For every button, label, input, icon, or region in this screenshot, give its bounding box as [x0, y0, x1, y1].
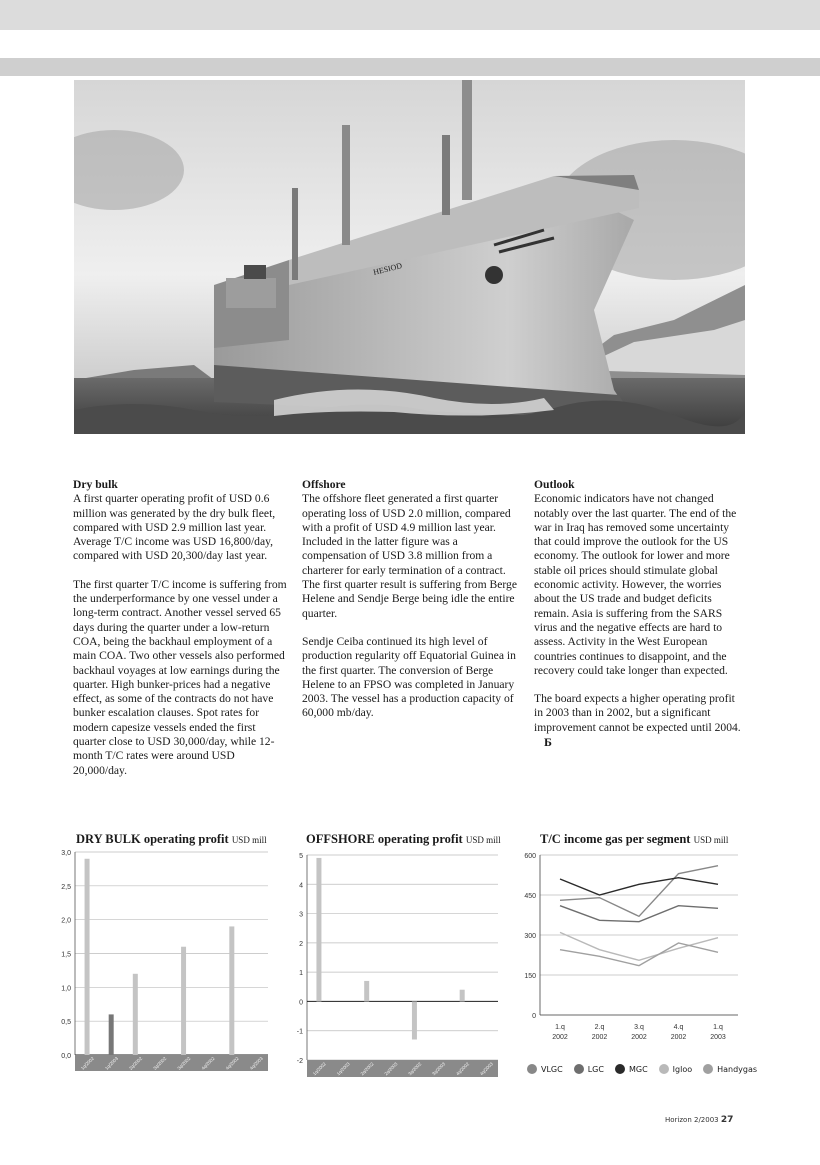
legend-label-lgc: LGC — [587, 1064, 604, 1074]
gas-chart-svg — [510, 845, 745, 1050]
offshore-chart-svg — [285, 845, 505, 1080]
series-line-vlgc — [560, 866, 718, 917]
drybulk-chart-svg — [55, 845, 275, 1075]
y-tick-label: -1 — [296, 1028, 303, 1036]
x-tick-label: 1q/2003 — [335, 1061, 351, 1077]
x-tick-label: 2q/2002 — [359, 1061, 375, 1077]
x-tick-label: 4q/2003 — [478, 1061, 494, 1077]
gas-chart-legend — [527, 1064, 757, 1074]
outlook-paragraph-2 — [534, 692, 742, 750]
y-tick-label: 2,0 — [61, 917, 71, 925]
x-tick-label: 2q/2002 — [128, 1055, 144, 1071]
x-tick-quarter: 3.q — [634, 1024, 644, 1031]
drybulk-heading: Dry bulk — [73, 478, 118, 491]
drybulk-column — [73, 478, 291, 792]
bar — [109, 1014, 114, 1055]
footer-publication: Horizon 2/2003 — [665, 1116, 719, 1124]
y-tick-label: 1,0 — [61, 985, 71, 993]
bar — [364, 981, 369, 1002]
y-tick-label: 300 — [524, 933, 536, 940]
page-footer — [665, 1115, 733, 1125]
scan-top-bar — [0, 0, 820, 30]
y-tick-label: 4 — [299, 882, 303, 890]
legend-swatch-lgc — [574, 1064, 584, 1074]
legend-swatch-handygas — [703, 1064, 713, 1074]
y-tick-label: 450 — [524, 893, 536, 900]
y-tick-label: 1,5 — [61, 951, 71, 959]
x-tick-year: 2002 — [591, 1034, 608, 1041]
legend-swatch-vlgc — [527, 1064, 537, 1074]
x-tick-quarter: 1.q — [713, 1024, 723, 1031]
bar — [412, 1001, 417, 1039]
x-tick-label: 3q/2002 — [407, 1061, 423, 1077]
x-tick-label: 4q/2002 — [224, 1055, 240, 1071]
bar — [85, 859, 90, 1055]
y-tick-label: -2 — [296, 1058, 303, 1065]
x-tick-year: 2003 — [710, 1034, 726, 1041]
y-tick-label: 0,5 — [61, 1019, 71, 1027]
drybulk-chart-title-text: DRY BULK operating profit — [76, 832, 229, 846]
drybulk-paragraph-2: The first quarter T/C income is suffering from the underperformance by one vessel under a long-term contract. Another vessel served 65 days during the quarter under a low-return COA, being the backhaul employment of a main COA. Two other vessels also performed backhaul voyages at low earnings during the quarter. High bunker-prices had a negative effect, as some of the contracts do not have bunker escalation clauses. Spot rates for modern capesize vessels ended the first quarter close to USD 30,000/day, while 12-month T/C rates were around USD 20,000/day. — [73, 577, 287, 777]
end-logo-icon: Б — [544, 735, 552, 750]
y-tick-label: 150 — [524, 973, 536, 980]
x-tick-year: 2002 — [670, 1034, 687, 1041]
offshore-paragraph-2: Sendje Ceiba continued its high level of production regularity off Equatorial Guinea in the first quarter. The conversion of Berge Helene to an FPSO was completed in January 2003. The vessel has a production capacity of 60,000 mb/day. — [302, 634, 516, 720]
legend-label-igloo: Igloo — [672, 1064, 693, 1074]
drybulk-chart-unit: USD mill — [231, 835, 267, 845]
x-tick-label: 3q/2003 — [431, 1061, 447, 1077]
offshore-chart — [285, 845, 505, 1085]
drybulk-paragraph-1: A first quarter operating profit of USD 0.6 million was generated by the dry bulk fleet, compared with USD 2.9 million last year. Average T/C income was USD 16,800/day, compared with USD 20,300/day last year. — [73, 492, 276, 563]
x-tick-quarter: 1.q — [555, 1024, 565, 1031]
y-tick-label: 2,5 — [61, 883, 71, 891]
x-tick-label: 4q/2002 — [455, 1061, 471, 1077]
y-tick-label: 3,0 — [61, 850, 71, 857]
scan-header-band — [0, 58, 820, 76]
ship-name-text: HESIOD — [372, 261, 403, 277]
x-tick-label: 2q/2003 — [383, 1061, 399, 1077]
x-tick-label: 1q/2002 — [79, 1055, 95, 1071]
legend-item-handygas — [703, 1064, 757, 1074]
x-tick-year: 2002 — [552, 1034, 568, 1041]
x-tick-label: 1q/2002 — [311, 1061, 327, 1077]
bar — [181, 947, 186, 1055]
y-tick-label: 0,0 — [61, 1053, 71, 1060]
outlook-heading: Outlook — [534, 478, 575, 491]
y-tick-label: 0 — [299, 999, 303, 1007]
offshore-paragraph-1: The offshore fleet generated a first quarter operating loss of USD 2.0 million, compared with a profit of USD 4.9 million last year. Included in the latter figure was a compensation of USD 3.8 million from a charterer for early termination of a contract. The first quarter result is suffering from Berge Helene and Sendje Berge being idle the entire quarter. — [302, 492, 517, 620]
ship-photo — [74, 80, 745, 434]
outlook-paragraph-1: Economic indicators have not changed notably over the last quarter. The end of the war in Iraq has removed some uncertainty that could improve the outlook for the US economy. The outlook for lower and more stable oil prices should stimulate global economic activity. However, the worries about the US trade and budget deficits remain. Asia is suffering from the SARS virus and the negative effects are hard to assess. Activity in the West European countries continues to disappoint, and the recovery could take longer than expected. — [534, 492, 737, 677]
legend-label-vlgc: VLGC — [541, 1064, 563, 1074]
y-tick-label: 3 — [299, 911, 303, 919]
x-tick-label: 4q/2002 — [200, 1055, 216, 1071]
legend-label-handygas: Handygas — [717, 1064, 758, 1074]
outlook-column — [534, 478, 742, 764]
bar — [460, 990, 465, 1002]
legend-swatch-igloo — [659, 1064, 669, 1074]
y-tick-label: 5 — [299, 853, 303, 860]
series-line-lgc — [560, 906, 718, 922]
gas-chart-unit: USD mill — [693, 835, 729, 845]
offshore-heading: Offshore — [302, 478, 346, 491]
legend-item-mgc — [615, 1064, 648, 1074]
x-tick-quarter: 4.q — [673, 1024, 684, 1031]
y-tick-label: 1 — [299, 970, 303, 978]
bar — [316, 858, 321, 1002]
legend-item-vlgc — [527, 1064, 563, 1074]
y-tick-label: 600 — [524, 853, 536, 860]
x-tick-quarter: 2.q — [594, 1024, 605, 1031]
x-tick-label: 3q/2002 — [152, 1055, 168, 1071]
legend-item-igloo — [659, 1064, 692, 1074]
bar — [133, 974, 138, 1055]
x-tick-year: 2002 — [631, 1034, 647, 1041]
offshore-column — [302, 478, 520, 735]
gas-chart-title-text: T/C income gas per segment — [540, 832, 691, 846]
category-band — [307, 1060, 498, 1077]
offshore-chart-title-text: OFFSHORE operating profit — [306, 832, 463, 846]
x-tick-label: 4q/2003 — [248, 1055, 264, 1071]
y-tick-label: 0 — [532, 1013, 536, 1020]
gas-chart — [510, 845, 745, 1055]
offshore-chart-unit: USD mill — [465, 835, 501, 845]
y-tick-label: 2 — [299, 940, 303, 948]
page-number: 27 — [720, 1115, 734, 1125]
legend-item-lgc — [574, 1064, 604, 1074]
x-tick-label: 3q/2002 — [176, 1055, 192, 1071]
bar — [229, 926, 234, 1055]
series-line-mgc — [560, 878, 718, 895]
legend-label-mgc: MGC — [628, 1064, 648, 1074]
drybulk-chart — [55, 845, 275, 1080]
legend-swatch-mgc — [615, 1064, 625, 1074]
series-line-handygas — [560, 943, 718, 966]
outlook-paragraph-2-text: The board expects a higher operating profit in 2003 than in 2002, but a significant improvement cannot be expected until 2004. — [534, 692, 741, 734]
x-tick-label: 1q/2003 — [104, 1055, 120, 1071]
